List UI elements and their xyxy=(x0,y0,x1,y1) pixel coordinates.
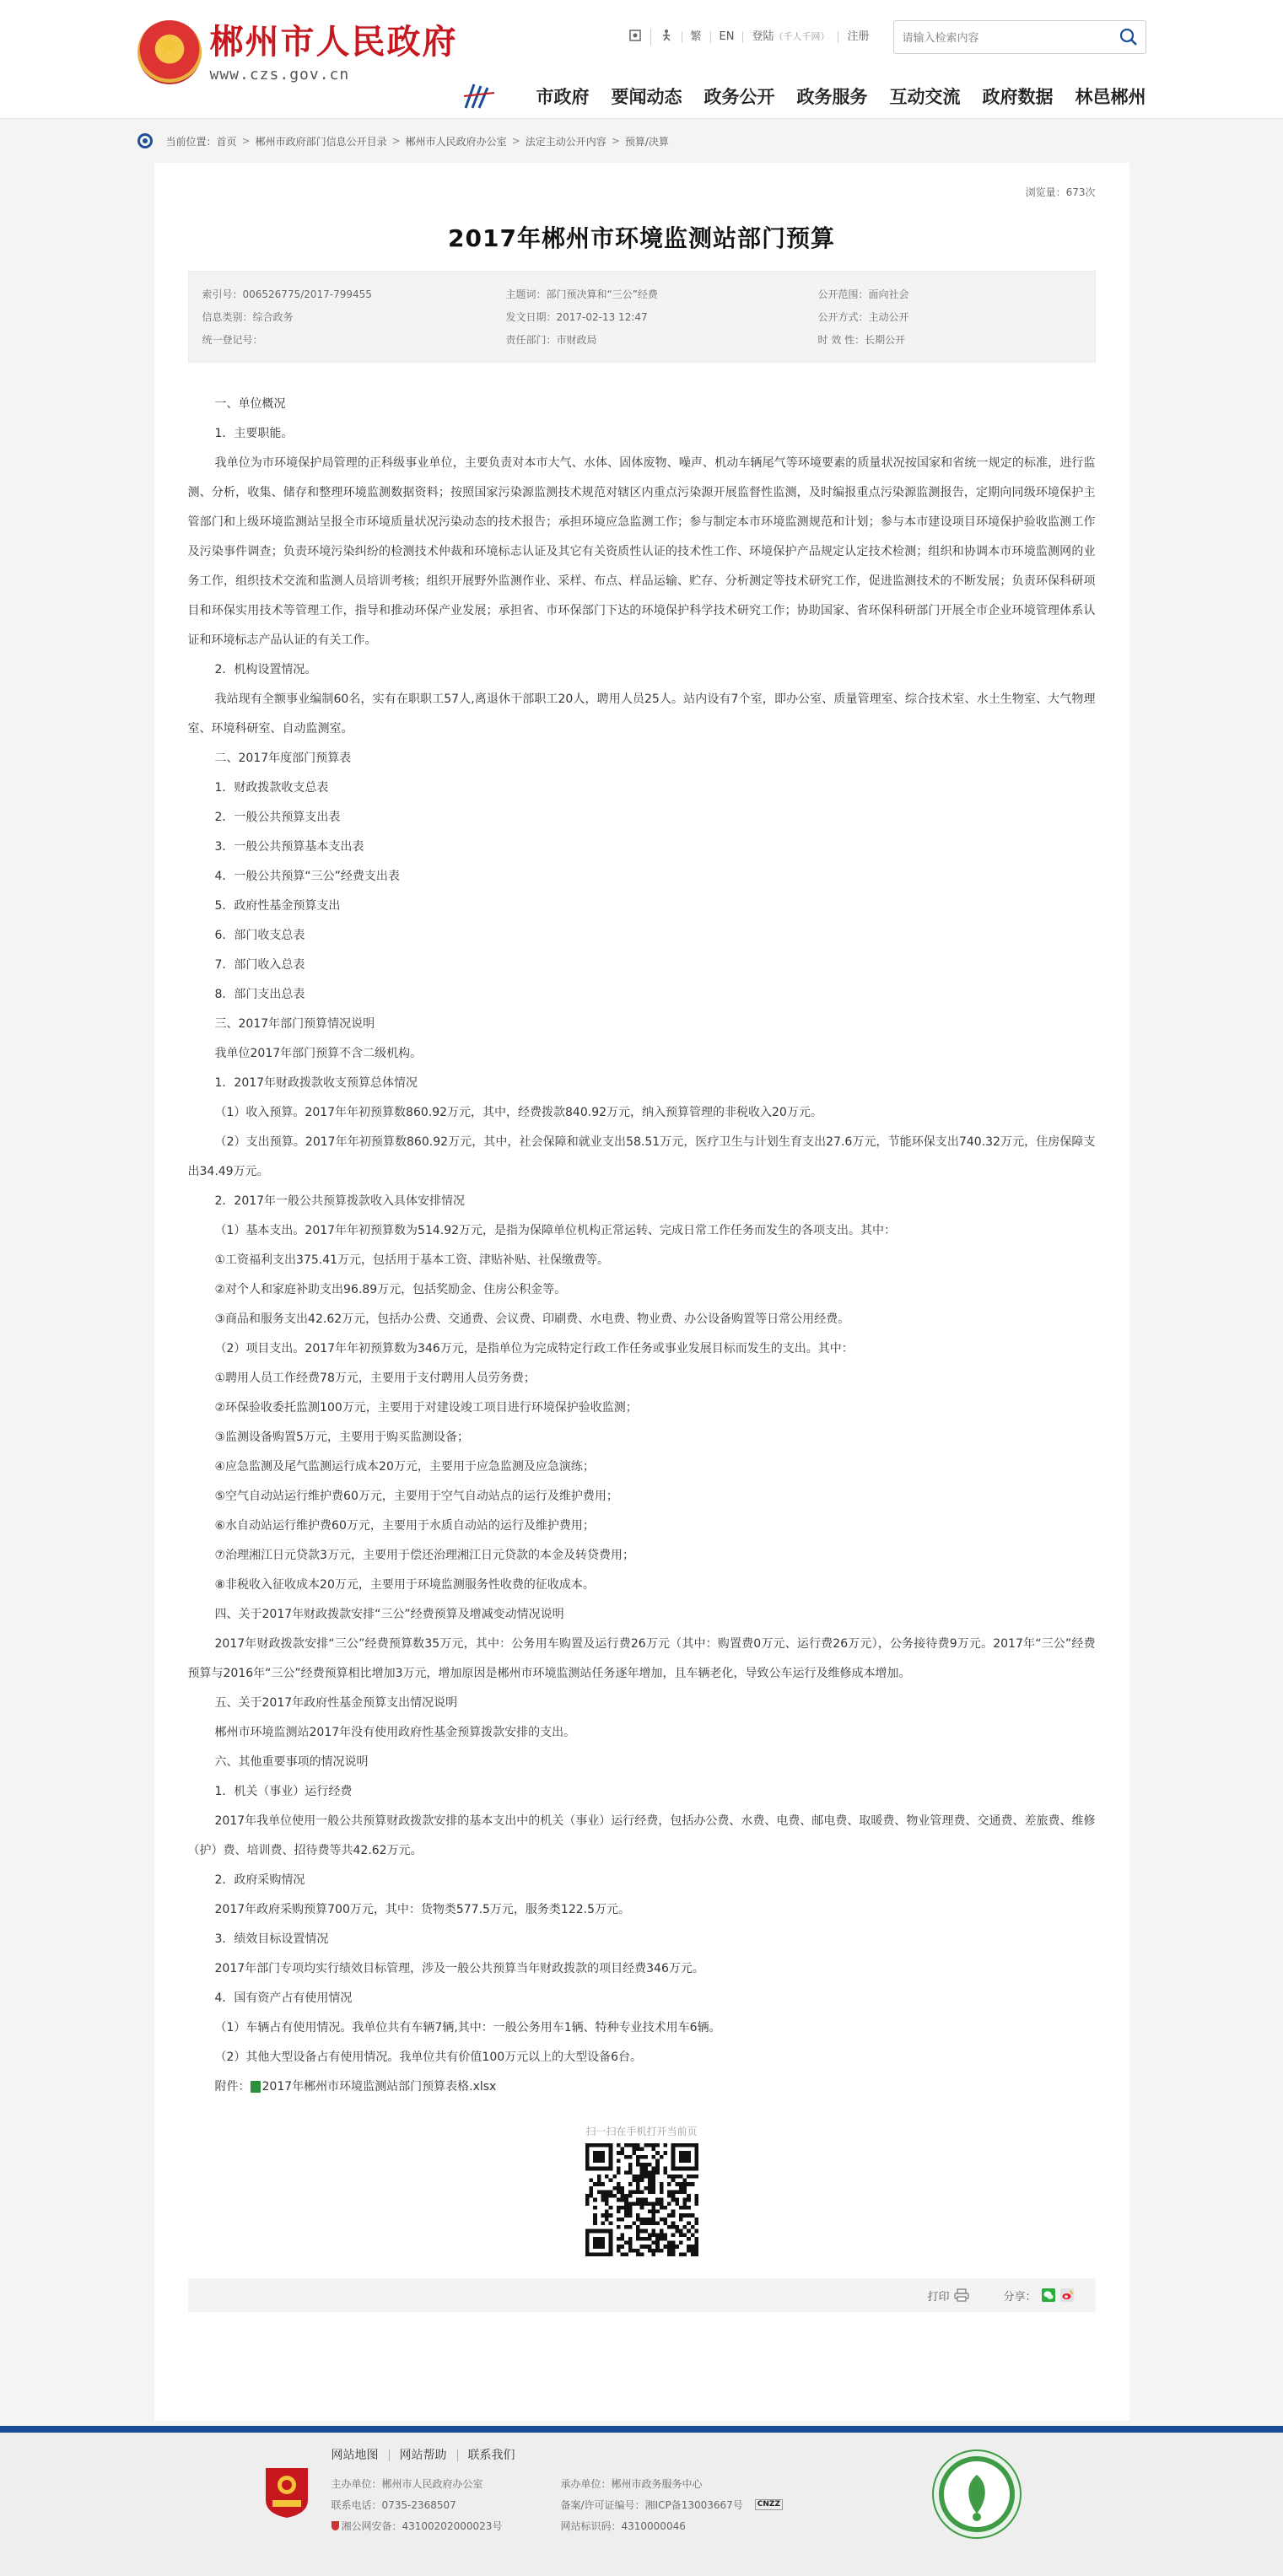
party-gov-badge-icon[interactable] xyxy=(262,2466,311,2519)
body-paragraph: （2）项目支出。2017年年初预算数为346万元，是指单位为完成特定行政工作任务或事业发展目标而发生的支出。其中： xyxy=(214,1342,854,1355)
breadcrumb-item-budget[interactable]: 预算/决算 xyxy=(624,135,669,148)
meta-validity: 时 效 性：长期公开 xyxy=(817,334,906,346)
body-paragraph: ⑤空气自动站运行维护费60万元，主要用于空气自动站点的运行及维护费用； xyxy=(214,1490,618,1503)
body-paragraph: （2）支出预算。2017年年初预算数860.92万元，其中，社会保障和就业支出58.51万元，医疗卫生与计划生育支出27.6万元，节能环保支出740.32万元，住房保障支出34.49万元。 xyxy=(187,1135,1096,1178)
qr-code-icon xyxy=(585,2143,698,2256)
body-paragraph: ⑥水自动站运行维护费60万元，主要用于水质自动站的运行及维护费用； xyxy=(214,1519,595,1533)
breadcrumb-item-statutory[interactable]: 法定主动公开内容 xyxy=(525,135,606,148)
body-paragraph: 2．政府采购情况 xyxy=(214,1873,305,1887)
nav-item-news[interactable]: 要闻动态 xyxy=(611,87,682,107)
weibo-share-icon[interactable] xyxy=(1060,2288,1074,2302)
meta-scope: 公开范围：面向社会 xyxy=(817,288,909,300)
accessibility-link[interactable] xyxy=(650,29,682,46)
search-input[interactable] xyxy=(894,22,1112,52)
body-paragraph: ⑧非税收入征收成本20万元，主要用于环境监测服务性收费的征收成本。 xyxy=(214,1578,595,1592)
register-link[interactable]: 注册 xyxy=(838,31,877,43)
body-paragraph: 1．财政拨款收支总表 xyxy=(214,781,329,795)
breadcrumb-item-catalog[interactable]: 郴州市政府部门信息公开目录 xyxy=(255,135,387,148)
breadcrumb-sep: > xyxy=(391,135,401,147)
attachment-label: 附件： xyxy=(214,2080,251,2094)
footer-police[interactable] xyxy=(332,2519,561,2533)
body-paragraph: 8．部门支出总表 xyxy=(214,988,305,1001)
body-paragraph: 郴州市环境监测站2017年没有使用政府性基金预算拨款安排的支出。 xyxy=(214,1726,576,1739)
body-paragraph: 2017年财政拨款安排“三公”经费预算数35万元，其中：公务用车购置及运行费26万元（其中：购置费0万元、运行费26万元），公务接待费9万元。2017年“三公”经费预算与2016年“三公”经费预算相比增加3万元，增加原因是郴州市环境监测站任务逐年增加，且车辆老化，导致公车运行及维修成本增加。 xyxy=(187,1637,1096,1680)
login-sub-label: （千人千网） xyxy=(774,31,830,42)
meta-method: 公开方式：主动公开 xyxy=(817,311,909,323)
body-paragraph: 3．一般公共预算基本支出表 xyxy=(214,840,364,854)
body-paragraph: ②对个人和家庭补助支出96.89万元，包括奖励金、住房公积金等。 xyxy=(214,1283,567,1296)
search-icon xyxy=(1119,27,1139,47)
body-paragraph: 6．部门收支总表 xyxy=(214,929,305,942)
nav-item-linyi-chenzhou[interactable]: 林邑郴州 xyxy=(1075,87,1146,107)
share-label: 分享： xyxy=(1003,2290,1037,2304)
body-paragraph: 3．绩效目标设置情况 xyxy=(214,1932,329,1946)
nav-item-gov-services[interactable]: 政务服务 xyxy=(796,87,868,107)
body-paragraph: 1．机关（事业）运行经费 xyxy=(214,1785,353,1798)
footer-link-sitemap[interactable]: 网站地图 xyxy=(331,2449,379,2462)
breadcrumb-label: 当前位置： xyxy=(165,135,217,148)
gov-website-error-finder-icon[interactable] xyxy=(932,2449,1022,2539)
meta-date: 发文日期：2017-02-13 12:47 xyxy=(505,311,648,323)
body-paragraph: 六、其他重要事项的情况说明 xyxy=(214,1755,369,1769)
footer-icp xyxy=(561,2498,839,2512)
meta-department: 责任部门：市财政局 xyxy=(505,334,597,346)
body-paragraph: （2）其他大型设备占有使用情况。我单位共有价值100万元以上的大型设备6台。 xyxy=(214,2051,643,2064)
qr-section xyxy=(188,2124,1096,2260)
search-button[interactable] xyxy=(1112,21,1146,53)
body-paragraph: 五、关于2017年政府性基金预算支出情况说明 xyxy=(214,1696,458,1710)
body-paragraph: 四、关于2017年财政拨款安排“三公”经费预算及增减变动情况说明 xyxy=(214,1608,564,1621)
login-link[interactable] xyxy=(742,31,838,43)
breadcrumb-item-office[interactable]: 郴州市人民政府办公室 xyxy=(405,135,507,148)
body-paragraph: ②环保验收委托监测100万元，主要用于对建设竣工项目进行环境保护验收监测； xyxy=(214,1401,638,1415)
site-title: 郴州市人民政府 xyxy=(209,23,458,62)
nav-item-city-government[interactable]: 市政府 xyxy=(536,87,590,107)
print-button[interactable] xyxy=(927,2288,969,2304)
body-paragraph: 我单位为市环境保护局管理的正科级事业单位，主要负责对本市大气、水体、固体废物、噪声、机动车辆尾气等环境要素的质量状况按国家和省统一规定的标准，进行监测、分析，收集、储存和整理环境监测数据资料；按照国家污染源监测技术规范对辖区内重点污染源开展监督性监测，及时编报重点污染源监测报告，定期向同级环境保护主管部门和上级环境监测站呈报全市环境质量状况污染动态的技术报告；承担环境应急监测工作；参与制定本市环境监测规范和计划；参与本市建设项目环境保护验收监测工作及污染事件调查；负责环境污染纠纷的检测技术仲裁和环境标志认证及其它有关资质性认证的技术性工作、环境保护产品规定认定技术检测；组织和协调本市环境监测网的业务工作，组织技术交流和监测人员培训考核；组织开展野外监测作业、采样、布点、样品运输、贮存、分析测定等技术研究工作，促进监测技术的不断发展；负责环保科研项目和环保实用技术等管理工作，指导和推动环保产业发展；承担省、市环保部门下达的环境保护科学技术研究工作；协助国家、省环保科研部门开展全市企业环境管理体系认证和环境标志产品认证的有关工作。 xyxy=(187,456,1096,647)
footer-links xyxy=(332,2449,526,2461)
body-paragraph: 7．部门收入总表 xyxy=(214,958,305,972)
article-title: 2017年郴州市环境监测站部门预算 xyxy=(448,224,835,252)
nav-item-gov-data[interactable]: 政府数据 xyxy=(982,87,1054,107)
article-toolbar xyxy=(188,2278,1096,2312)
breadcrumb-sep: > xyxy=(241,135,251,147)
body-paragraph: 一、单位概况 xyxy=(214,397,286,411)
body-paragraph: ①聘用人员工作经费78万元，主要用于支付聘用人员劳务费； xyxy=(214,1372,536,1385)
meta-index-no: 索引号：006526775/2017-799455 xyxy=(202,288,372,300)
accessibility-icon xyxy=(660,29,673,42)
location-pin-icon xyxy=(137,133,153,148)
breadcrumb xyxy=(137,119,1146,163)
national-emblem-icon xyxy=(137,20,202,84)
body-paragraph: 4．国有资产占有使用情况 xyxy=(214,1991,353,2005)
footer-police-text: 湘公网安备：43100202000023号 xyxy=(341,2520,503,2532)
share-group xyxy=(1003,2288,1073,2304)
body-paragraph: 三、2017年部门预算情况说明 xyxy=(214,1017,375,1031)
body-paragraph: ③商品和服务支出42.62万元，包括办公费、交通费、会议费、印刷费、水电费、物业费、办公设备购置等日常公用经费。 xyxy=(214,1312,850,1326)
footer-site-id: 网站标识码：4310000046 xyxy=(560,2520,686,2532)
body-paragraph: 1．2017年财政拨款收支预算总体情况 xyxy=(214,1076,418,1090)
top-links xyxy=(620,20,1146,54)
traditional-chinese-link[interactable]: 繁 xyxy=(682,31,710,43)
cnzz-badge[interactable]: CNZZ xyxy=(755,2499,783,2510)
body-paragraph: ⑦治理湘江日元贷款3万元，主要用于偿还治理湘江日元贷款的本金及转贷费用； xyxy=(214,1549,634,1562)
body-paragraph: ③监测设备购置5万元，主要用于购买监测设备； xyxy=(214,1431,469,1444)
nav-item-gov-affairs-open[interactable]: 政务公开 xyxy=(703,87,775,107)
login-label: 登陆 xyxy=(752,30,774,43)
body-paragraph: 2．2017年一般公共预算拨款收入具体安排情况 xyxy=(214,1194,466,1208)
footer-phone: 联系电话：0735-2368507 xyxy=(331,2499,456,2511)
site-logo[interactable] xyxy=(137,20,458,84)
footer-link-contact[interactable]: 联系我们 xyxy=(457,2449,526,2461)
search-box xyxy=(893,20,1146,54)
footer-sponsor: 主办单位：郴州市人民政府办公室 xyxy=(331,2478,483,2490)
excel-file-icon xyxy=(251,2081,261,2093)
attachment-line xyxy=(188,2072,1096,2102)
body-paragraph: 我单位2017年部门预算不含二级机构。 xyxy=(214,1047,423,1060)
attachment-link[interactable]: 2017年郴州市环境监测站部门预算表格.xlsx xyxy=(261,2080,497,2094)
body-paragraph: （1）基本支出。2017年年初预算数为514.92万元，是指为保障单位机构正常运转、完成日常工作任务而发生的各项支出。其中： xyxy=(214,1224,897,1237)
body-paragraph: 2017年部门专项均实行绩效目标管理，涉及一般公共预算当年财政拨款的项目经费346万元。 xyxy=(214,1962,704,1975)
footer-link-help[interactable]: 网站帮助 xyxy=(389,2449,457,2461)
print-icon xyxy=(954,2288,969,2302)
breadcrumb-sep: > xyxy=(611,135,620,147)
body-paragraph: （1）车辆占有使用情况。我单位共有车辆7辆,其中：一般公务用车1辆、特种专业技术用车6辆。 xyxy=(214,2021,721,2034)
body-paragraph: （1）收入预算。2017年年初预算数860.92万元，其中，经费拨款840.92万元，纳入预算管理的非税收入20万元。 xyxy=(214,1106,822,1119)
meta-reg-no: 统一登记号： xyxy=(202,334,263,346)
article-body xyxy=(188,363,1096,2102)
site-header xyxy=(0,0,1283,119)
site-url: www.czs.gov.cn xyxy=(209,66,350,84)
body-paragraph: 4．一般公共预算“三公”经费支出表 xyxy=(214,870,400,883)
site-footer xyxy=(0,2426,1283,2576)
elder-mode-link[interactable] xyxy=(620,29,650,46)
nav-item-interaction[interactable]: 互动交流 xyxy=(889,87,961,107)
body-paragraph: ④应急监测及尾气监测运行成本20万元，主要用于应急监测及应急演练； xyxy=(214,1460,595,1474)
wechat-share-icon[interactable] xyxy=(1042,2288,1055,2302)
body-paragraph: 2017年我单位使用一般公共预算财政拨款安排的基本支出中的机关（事业）运行经费，包括办公费、水费、电费、邮电费、取暖费、物业管理费、交通费、差旅费、维修（护）费、培训费、招待费等共42.62万元。 xyxy=(187,1814,1096,1857)
footer-icp-text[interactable]: 备案/许可证编号：湘ICP备13003667号 xyxy=(560,2499,743,2511)
meta-category: 信息类别：综合政务 xyxy=(202,311,294,323)
nav-decoration-icon xyxy=(462,81,496,111)
main-nav xyxy=(462,81,1146,111)
body-paragraph: 5．政府性基金预算支出 xyxy=(214,899,341,913)
article-meta-panel xyxy=(188,271,1096,363)
print-label: 打印 xyxy=(927,2290,950,2304)
body-paragraph: ①工资福利支出375.41万元，包括用于基本工资、津贴补贴、社保缴费等。 xyxy=(214,1253,610,1267)
elder-mode-icon xyxy=(628,29,642,42)
article-container xyxy=(154,163,1129,2421)
police-shield-icon xyxy=(332,2521,339,2530)
meta-keywords: 主题词：部门预决算和“三公”经费 xyxy=(505,288,658,300)
breadcrumb-sep: > xyxy=(511,135,520,147)
body-paragraph: 2．机构设置情况。 xyxy=(214,663,317,676)
view-count: 浏览量：673次 xyxy=(1025,186,1096,198)
body-paragraph: 1．主要职能。 xyxy=(214,427,294,440)
english-link[interactable]: EN xyxy=(710,31,743,43)
footer-organizer: 承办单位：郴州市政务服务中心 xyxy=(560,2478,703,2490)
qr-caption: 扫一扫在手机打开当前页 xyxy=(585,2126,698,2137)
body-paragraph: 二、2017年度部门预算表 xyxy=(214,752,352,765)
body-paragraph: 我站现有全额事业编制60名，实有在职职工57人,离退休干部职工20人，聘用人员25人。站内设有7个室，即办公室、质量管理室、综合技术室、水土生物室、大气物理室、环境科研室、自动监测室。 xyxy=(187,693,1096,736)
footer-info xyxy=(332,2476,839,2533)
body-paragraph: 2017年政府采购预算700万元，其中：货物类577.5万元，服务类122.5万元。 xyxy=(214,1903,631,1916)
body-paragraph: 2．一般公共预算支出表 xyxy=(214,811,341,824)
breadcrumb-item-home[interactable]: 首页 xyxy=(216,135,237,148)
